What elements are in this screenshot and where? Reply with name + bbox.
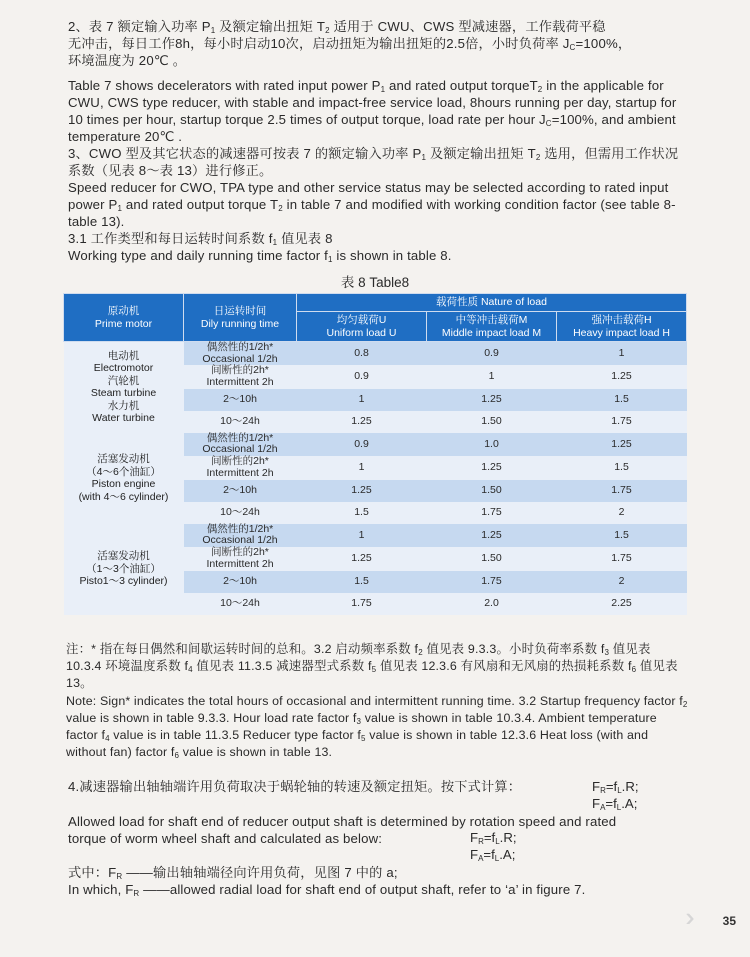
- value-cell: 2: [618, 506, 625, 518]
- cell-text: Intermittent 2h: [206, 557, 274, 570]
- text: F: [470, 830, 479, 845]
- cell-text: Occasional 1/2h: [202, 352, 278, 365]
- section-4-zh: [68, 778, 588, 795]
- header-label: Middle impact load M: [441, 326, 542, 339]
- running-time-cell: [184, 365, 297, 389]
- text: is shown in table 8.: [332, 248, 452, 263]
- value-cell: 1: [358, 461, 365, 474]
- subscript: 4: [188, 665, 193, 674]
- text: Table 7 shows decelerators with rated input power P: [68, 78, 381, 93]
- text: 式中：F: [68, 865, 117, 880]
- in-which-en: [68, 881, 688, 898]
- value-cell: 1: [358, 528, 365, 541]
- in-which-zh: [68, 864, 688, 881]
- paragraph-3-1-en: [68, 247, 688, 264]
- cell-text: Pisto1～3 cylinder): [79, 575, 168, 588]
- cell-text: Occasional 1/2h: [202, 534, 278, 547]
- subscript: 2: [537, 85, 543, 94]
- value-cell: 1.50: [481, 552, 502, 565]
- text: and rated output torque T: [122, 197, 279, 212]
- text: 及额定输出扭矩 T: [426, 146, 536, 161]
- header-label: 均匀载荷U: [336, 313, 387, 326]
- cell-text: Water turbine: [92, 412, 155, 425]
- value-cell: 2.25: [611, 597, 632, 609]
- chevron-arrows-icon: [686, 906, 716, 928]
- subscript: 1: [327, 255, 333, 264]
- header-label: 中等冲击载荷M: [455, 313, 528, 326]
- cell-text: 活塞发动机: [97, 453, 150, 465]
- header-label: 强冲击载荷H: [591, 313, 652, 326]
- value-cell: 0.9: [354, 370, 369, 383]
- text: =f: [483, 847, 495, 862]
- running-time-cell: [184, 547, 297, 571]
- text: =f: [605, 779, 618, 794]
- paragraph-3-1-zh: [68, 230, 688, 247]
- subscript: 2: [535, 153, 541, 162]
- value-cell: 1.75: [611, 552, 632, 565]
- value-cell: 1.25: [481, 393, 502, 405]
- text: 及额定输出扭矩 T: [215, 19, 326, 34]
- value-cell: 1.50: [481, 484, 502, 496]
- text: ——allowed radial load for shaft end of output shaft, refer to ‘a’ in figure 7.: [139, 882, 586, 897]
- subscript: C: [545, 119, 552, 128]
- subscript: C: [569, 43, 576, 52]
- text: .A;: [621, 796, 638, 811]
- prime-motor-piston-1-3: [64, 524, 184, 615]
- text: 值见表 10.3.4 环境温度系数 f: [66, 642, 651, 673]
- header-uniform: [297, 312, 427, 342]
- running-time-cell: [184, 456, 297, 480]
- prime-motor-piston-4-6: [64, 433, 184, 524]
- header-prime-motor: [64, 294, 184, 342]
- value-cell: 1.25: [351, 484, 372, 496]
- table-row: [64, 433, 687, 457]
- header-label: Dily running time: [200, 317, 280, 330]
- subscript: R: [478, 837, 484, 846]
- subscript: 1: [380, 85, 386, 94]
- running-time-cell: [184, 524, 297, 548]
- text: 适用于 CWU、CWS 型减速器，工作载荷平稳: [329, 19, 606, 34]
- text: .R;: [499, 830, 517, 845]
- value-cell: 1.25: [351, 415, 372, 427]
- text: 4.减速器输出轴轴端许用负荷取决于蜗轮轴的转速及额定扭矩。按下式计算：: [68, 779, 522, 794]
- value-cell: 0.9: [484, 347, 499, 359]
- value-cell: 1.50: [481, 415, 502, 427]
- text: in table 7 and modified with working condition factor (see table 8-table 13).: [68, 197, 676, 229]
- formula-fr-bottom: [470, 829, 517, 846]
- table-8: [63, 293, 687, 615]
- subscript: 3: [356, 717, 362, 726]
- text: 3.1 工作类型和每日运转时间系数 f: [68, 231, 273, 246]
- header-label: Uniform load U: [326, 326, 397, 339]
- text: 值见表 11.3.5 减速器型式系数 f: [192, 659, 372, 673]
- subscript: 2: [418, 648, 423, 657]
- value-cell: 1.25: [481, 461, 502, 474]
- cell-text: 间断性的2h*: [211, 455, 269, 468]
- formula-fa-top: [592, 795, 637, 812]
- text: 无冲击，每日工作8h，每小时启动10次，启动扭矩为输出扭矩的2.5倍，小时负荷率 J: [68, 36, 570, 51]
- value-cell: 1.75: [481, 575, 502, 587]
- value-cell: 1.0: [484, 437, 499, 450]
- text: in the applicable for CWU, CWS type reducer, with stable and impact-free service load, 8hours running per day, startup for 10 times per hour, startup torque 2.5 times of output torque, load rate per hour J: [68, 78, 677, 127]
- subscript: 6: [174, 751, 180, 760]
- subscript: 4: [105, 734, 110, 743]
- cell-text: Electromotor: [93, 362, 154, 375]
- subscript: R: [133, 889, 140, 898]
- subscript: 2: [682, 700, 688, 709]
- cell-text: Occasional 1/2h: [202, 443, 278, 456]
- text: =f: [605, 796, 617, 811]
- text: value is shown in table 12.3.6 Heat loss (with and without fan) factor f: [66, 728, 649, 759]
- text: 值见表 9.3.3。小时负荷率系数 f: [422, 642, 605, 656]
- header-nature-of-load: 载荷性质 Nature of load: [297, 294, 687, 312]
- subscript: 2: [325, 26, 330, 35]
- subscript: 1: [421, 153, 427, 162]
- text: 选用，但需用工作状况系数（见表 8～表 13）进行修正。: [68, 146, 679, 178]
- header-middle: [427, 312, 557, 342]
- table-caption: 表 8 Table8: [340, 275, 410, 290]
- value-cell: 1: [618, 347, 625, 359]
- value-cell: 2.0: [484, 597, 499, 609]
- text: 3、CWO 型及其它状态的减速器可按表 7 的额定输入功率 P: [68, 146, 422, 161]
- value-cell: 1.75: [351, 597, 372, 609]
- value-cell: 1.5: [354, 506, 369, 518]
- cell-text: 偶然性的1/2h*: [206, 431, 274, 444]
- header-label: Prime motor: [94, 317, 153, 330]
- note-zh: [66, 641, 688, 692]
- subscript: 6: [631, 665, 637, 674]
- page-number: 35: [722, 914, 736, 928]
- value-cell: 1.25: [611, 437, 632, 450]
- note-en: [66, 693, 688, 761]
- text: F: [592, 796, 601, 811]
- text: 注：* 指在每日偶然和间歇运转时间的总和。3.2 启动频率系数 f: [66, 642, 419, 656]
- paragraph-2-zh: [68, 18, 688, 69]
- cell-text: 水力机: [107, 399, 140, 412]
- cell-text: （1～3个油缸）: [86, 562, 161, 575]
- text: value is shown in table 13.: [179, 745, 333, 759]
- text: =100%, and ambient temperature 20℃ .: [68, 112, 676, 144]
- subscript: L: [616, 803, 622, 812]
- value-cell: 1.5: [614, 528, 629, 541]
- cell-text: Intermittent 2h: [206, 466, 274, 479]
- text: Speed reducer for CWO, TPA type and other service status may be selected according to rated input power P: [68, 180, 669, 212]
- text: and rated output torqueT: [385, 78, 538, 93]
- value-cell: 0.8: [354, 347, 369, 359]
- running-time-cell: [184, 342, 297, 366]
- text: ——输出轴轴端径向许用负荷，见图 7 中的 a;: [122, 865, 398, 880]
- subscript: 2: [278, 204, 283, 213]
- formula-fa-bottom: [470, 846, 515, 863]
- text: 值见表 12.3.6 有风扇和无风扇的热损耗系数 f: [376, 659, 632, 673]
- text: value is shown in table 9.3.3. Hour load rate factor f: [66, 711, 357, 725]
- cell-text: 间断性的2h*: [211, 546, 269, 559]
- cell-text: （4～6个油缸）: [86, 465, 161, 478]
- text: F: [470, 847, 479, 862]
- running-time-cell: 10～24h: [220, 415, 260, 427]
- running-time-cell: 2～10h: [223, 575, 257, 587]
- text: =f: [483, 830, 496, 845]
- cell-text: Steam turbine: [90, 387, 157, 400]
- running-time-cell: 10～24h: [220, 597, 260, 609]
- header-daily-time: [184, 294, 297, 342]
- value-cell: 1.25: [611, 370, 632, 383]
- running-time-cell: 2～10h: [223, 484, 257, 496]
- running-time-cell: [184, 433, 297, 457]
- value-cell: 1.75: [611, 415, 632, 427]
- text: value is shown in table 10.3.4. Ambient temperature factor f: [66, 711, 657, 742]
- subscript: 3: [604, 648, 610, 657]
- paragraph-3-zh: [68, 145, 688, 179]
- value-cell: 1: [488, 370, 495, 383]
- value-cell: 2: [618, 575, 625, 587]
- cell-text: 偶然性的1/2h*: [206, 341, 274, 353]
- cell-text: Intermittent 2h: [206, 375, 274, 388]
- subscript: 5: [361, 734, 366, 743]
- value-cell: 1.5: [614, 461, 629, 474]
- text: Note: Sign* indicates the total hours of occasional and intermittent running time. 3.2 Startup frequency factor f: [66, 694, 683, 708]
- subscript: L: [495, 837, 500, 846]
- subscript: A: [478, 854, 484, 863]
- text: 2、表 7 额定输入功率 P: [68, 19, 211, 34]
- text: torque of worm wheel shaft and calculated as below:: [68, 831, 383, 846]
- value-cell: 1: [358, 393, 365, 405]
- subscript: A: [600, 803, 606, 812]
- formula-fr-top: [592, 778, 639, 795]
- subscript: R: [600, 786, 606, 795]
- value-cell: 1.5: [614, 393, 629, 405]
- value-cell: 1.75: [481, 506, 502, 518]
- subscript: 1: [117, 204, 123, 213]
- subscript: L: [494, 854, 500, 863]
- subscript: R: [116, 872, 123, 881]
- value-cell: 1.25: [351, 552, 372, 565]
- text: 环境温度为 20℃ 。: [68, 53, 187, 68]
- running-time-cell: 10～24h: [220, 506, 260, 518]
- cell-text: 间断性的2h*: [211, 364, 269, 377]
- subscript: 1: [210, 26, 216, 35]
- cell-text: Piston engine: [91, 478, 156, 490]
- value-cell: 1.75: [611, 484, 632, 496]
- table-row: [64, 342, 687, 366]
- cell-text: 汽轮机: [107, 374, 140, 387]
- table-row: [64, 524, 687, 548]
- text: 值见表 13。: [66, 659, 678, 690]
- text: .A;: [499, 847, 516, 862]
- header-heavy: [557, 312, 687, 342]
- prime-motor-electric-steam-water: [64, 342, 184, 433]
- running-time-cell: 2～10h: [223, 393, 257, 405]
- cell-text: (with 4～6 cylinder): [78, 490, 169, 503]
- text: Allowed load for shaft end of reducer output shaft is determined by rotation speed and rated: [68, 814, 617, 829]
- subscript: 1: [272, 238, 278, 247]
- text: Working type and daily running time factor f: [68, 248, 328, 263]
- text: .R;: [621, 779, 639, 794]
- cell-text: 活塞发动机: [97, 550, 150, 563]
- value-cell: 0.9: [354, 437, 369, 450]
- header-label: 原动机: [107, 304, 140, 317]
- text: F: [592, 779, 601, 794]
- subscript: 5: [371, 665, 377, 674]
- text: value is in table 11.3.5 Reducer type factor f: [109, 728, 362, 742]
- cell-text: 偶然性的1/2h*: [206, 522, 274, 535]
- text: In which, F: [68, 882, 134, 897]
- subscript: L: [617, 786, 622, 795]
- paragraph-3-en: [68, 179, 688, 230]
- value-cell: 1.5: [354, 575, 369, 587]
- value-cell: 1.25: [481, 528, 502, 541]
- paragraph-2-en: [68, 77, 688, 145]
- header-label: Heavy impact load H: [573, 326, 670, 339]
- cell-text: 电动机: [107, 349, 140, 362]
- text: 值见表 8: [277, 231, 333, 246]
- text: =100%，: [575, 36, 632, 51]
- section-4-en: [68, 813, 688, 847]
- header-label: 日运转时间: [213, 304, 267, 317]
